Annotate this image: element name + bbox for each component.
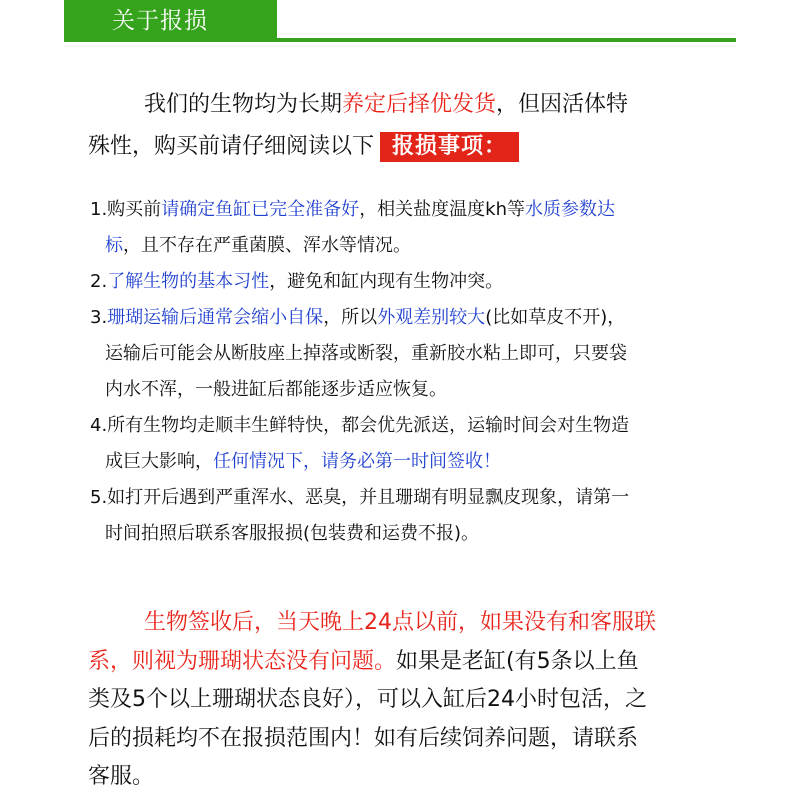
- item-highlight-blue: 外观差别较大: [377, 307, 486, 328]
- outro-highlight-red: 生物签收后，当天晚上24点以前，如果没有和客服联: [144, 610, 656, 635]
- item-text: ，所以: [323, 307, 378, 328]
- intro-text: 殊性，购买前请仔细阅读以下: [88, 134, 375, 159]
- intro-text: ，但因活体特: [496, 92, 629, 117]
- item-text: 2.: [90, 271, 108, 292]
- item-highlight-blue: 任何情况下，请务必第一时间签收！: [213, 451, 501, 472]
- notice-badge: 报损事项：: [380, 132, 519, 162]
- outro-text: 类及5个以上珊瑚状态良好），可以入缸后24小时包活，之: [88, 687, 647, 712]
- item-highlight-blue: 标: [105, 235, 123, 256]
- outro-text: 客服。: [88, 764, 155, 789]
- intro-text: 我们的生物均为长期: [144, 92, 343, 117]
- item-text: 运输后可能会从断肢座上掉落或断裂，重新胶水粘上即可，只要袋: [105, 343, 627, 364]
- outro-text: 如果是老缸(有5条以上鱼: [396, 648, 639, 674]
- header-divider: [277, 38, 736, 42]
- outro-line-1: [88, 604, 760, 643]
- outro-paragraph: [88, 604, 760, 797]
- list-item: [90, 192, 770, 264]
- list-item: [90, 480, 770, 552]
- item-text: 3.: [90, 307, 108, 328]
- item-text: 成巨大影响，: [105, 451, 213, 472]
- item-text: 5.如打开后遇到严重浑水、恶臭，并且珊瑚有明显飘皮现象，请第一: [90, 487, 630, 508]
- intro-line-2: [88, 126, 760, 168]
- item-text: 时间拍照后联系客服报损(包装费和运费不报)。: [105, 523, 480, 544]
- intro-paragraph: [88, 84, 760, 168]
- intro-line-1: [88, 84, 760, 126]
- item-highlight-blue: 请确定鱼缸已完全准备好: [161, 199, 360, 220]
- item-text: ，且不存在严重菌膜、浑水等情况。: [123, 235, 411, 256]
- item-text: ，避免和缸内现有生物冲突。: [269, 271, 504, 292]
- list-item: [90, 408, 770, 480]
- intro-highlight-red: 养定后择优发货: [342, 92, 497, 117]
- outro-text: 后的损耗均不在报损范围内！如有后续饲养问题，请联系: [88, 725, 639, 751]
- item-text: 内水不浑，一般进缸后都能逐步适应恢复。: [105, 379, 447, 400]
- list-item: [90, 264, 770, 300]
- outro-line-2: [88, 643, 760, 682]
- item-highlight-blue: 了解生物的基本习性: [107, 271, 270, 292]
- outro-highlight-red: 系，则视为珊瑚状态没有问题。: [88, 648, 397, 674]
- item-highlight-blue: 水质参数达: [525, 199, 616, 220]
- item-text: 1.购买前: [90, 199, 162, 220]
- item-highlight-blue: 珊瑚运输后通常会缩小自保: [107, 307, 324, 328]
- list-item: [90, 300, 770, 408]
- item-text: (比如草皮不开)，: [485, 307, 626, 328]
- page-title: 关于报损: [112, 8, 208, 34]
- item-text: 4.所有生物均走顺丰生鲜特快，都会优先派送，运输时间会对生物造: [90, 415, 630, 436]
- notice-list: [90, 192, 770, 552]
- item-text: ，相关盐度温度kh等: [359, 199, 526, 220]
